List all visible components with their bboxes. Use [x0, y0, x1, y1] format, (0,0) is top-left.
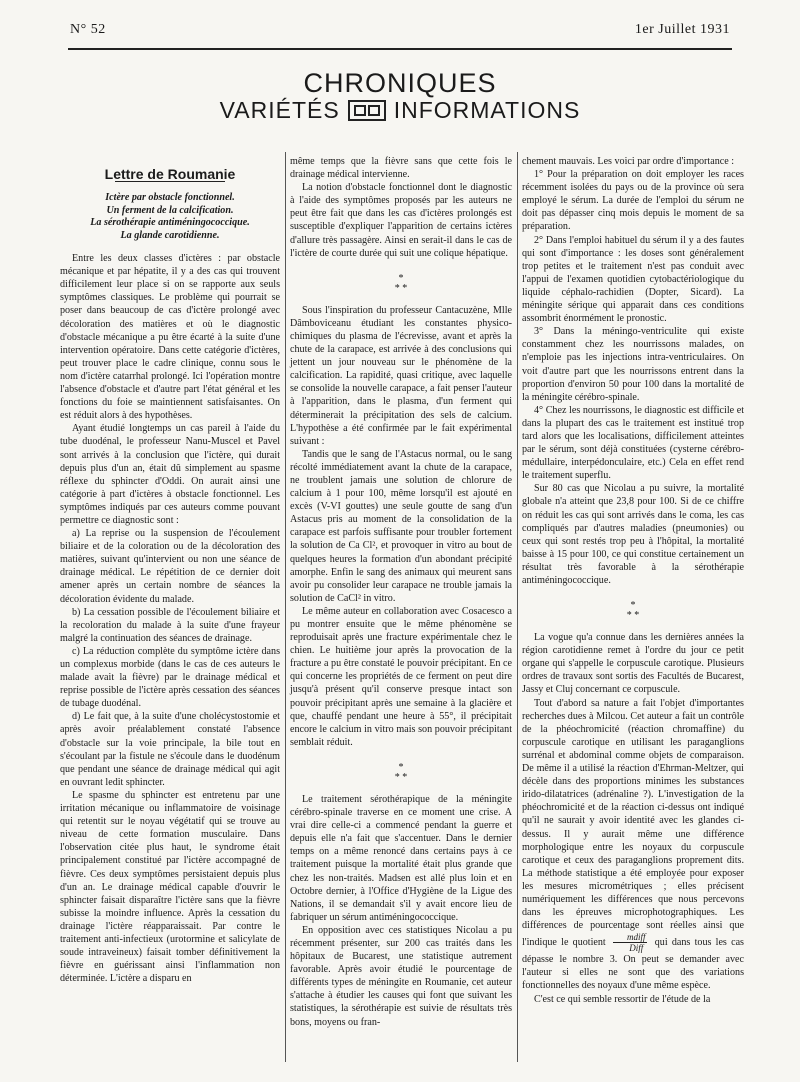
paragraph: La vogue qu'a connue dans les dernières années la région carotidienne remet à l'ordre du jour ce petit organe qui s'appelle le corpuscule carotique. Plusieurs ordres de travaux sont sortis des Facultés de Bucarest, Jassy et Cluj concernant ce corpuscule. — [522, 632, 744, 696]
paragraph: C'est ce qui semble ressortir de l'étude de la — [534, 993, 711, 1005]
paragraph-text: Tout d'abord sa nature a fait l'objet d'importantes recherches dues à Milcou. Cet auteur a fait un contrôle de la phéochromicité (réaction chromaffine) du corpuscule carotique en utilisant les paraganglions surrénal et abdominal comme objets de comparaison. De même il a utilisé la réaction d'Ehrman-Meltzer, qui décèle dans des proportions minimes les substances irido-dilatatrices (adrénaline ?). L'investigation de la phéochromicité et de la réaction ci-dessus ont indiqué qu'il ne saurait y avoir identité avec les glandes ci-dessus. Il y aurait même une différence morphologique entre les noyaux du corpuscule carotique et ceux des paraganglions proprement dits. La méthode statistique a été employée pour exposer les mesures micrométriques ; elles précisent numériquement les différences que nous percevons dans les épreuves microphotographiques. Les différences de pourcentage sont réelles ainsi que l'indique le quotient — [522, 697, 744, 949]
paragraph: Entre les deux classes d'ictères : par obstacle mécanique et par hépatite, il y a des cas qui trouvent difficilement leur place si on se rapporte aux seuls symptômes classiques. Le problème qui pourrait se poser dans beaucoup de cas d'ictère prolongé avec décoloration des matières et où le diagnostic d'obstacle mécanique a pu être écarté à la suite d'une intervention opératoire. Dans cette catégorie d'ictères, peut trouver place le cadre clinique, connu sous le nom d'ictère catarrhal prolongé. Ici l'opération montre l'absence d'obstacle et d'autre part l'état général et les fonctions du foie se maintiennent satisfaisantes. On est réduit alors à des hypothèses. — [60, 253, 280, 422]
paragraph: 1° Pour la préparation on doit employer les races récemment isolées du pays ou de la province où sera employé le sérum. La durée de l'emploi du sérum ne doit pas dépasser cinq mois depuis le moment de sa préparation. — [522, 169, 744, 233]
paragraph: Ayant étudié longtemps un cas pareil à l'aide du tube duodénal, le professeur Nanu-Muscel et Pavel sont arrivés à la conclusion que l'ictère, qui durait depuis plus d'un an, était dû simplement au spasme réflexe du sphincter d'Oddi. On aurait ainsi une catégorie à part d'ictères à obstacle fonctionnel. Les symptômes indiqués par ces auteurs comme pouvant permettre ce diagnostic sont : — [60, 423, 280, 526]
paragraph: c) La réduction complète du symptôme ictère dans un complexus morbide (dans le cas de ces auteurs le malade avait la fièvre) par le drainage médical et reprise possible de l'ictère après cessation des séances de tubage duodénal. — [60, 645, 280, 710]
paragraph: Tandis que le sang de l'Astacus normal, ou le sang récolté immédiatement avant la chute de la carapace, ne troublent jamais une solution de chlorure de calcium à 1 pour 100, même lorsqu'il est ajouté en excès (V-VI gouttes) une seule goutte de sang d'un Astacus pris au moment de la consolidation de la carapace est parfois suffisante pour troubler fortement la solution de Ca Cl², et provoquer in vitro au bout de quelques heures la formation d'un abondant précipité amorphe. Enfin le sang des animaux qui meurent sans avoir pu consolider leur carapace ne trouble jamais la solution de CaCl² in vitro. — [290, 448, 512, 604]
header-rule — [68, 48, 732, 50]
column-1 — [60, 168, 280, 985]
paragraph: 2° Dans l'emploi habituel du sérum il y a des fautes qui sont d'importance : les doses sont généralement trop petites et le traitement n'est pas conduit avec l'appui de l'examen quotidien cytobactériologique du liquide céphalo-rachidien (Dopter, Sicard). La méningite sérique qui apparait dans ces conditions assombrit énormément le pronostic. — [522, 234, 744, 325]
article-subjects — [60, 192, 280, 242]
issue-date: 1er Juillet 1931 — [634, 22, 730, 37]
paragraph: Le même auteur en collaboration avec Cosacesco a pu montrer ensuite que le même phénomène se reproduisait après une fracture expérimentale chez le chien. Le huitième jour après la provocation de la fracture a pu être constaté le pouvoir précipitant. En ce qui concerne les propriétés de ce ferment on peut dire jusqu'à présent qu'il conserve presque intact son pouvoir précipitant après une semaine à la glacière et que, chauffé pendant une heure à 55°, il précipitait encore le calcium in vitro mais son pouvoir précipitant semblait réduit. — [290, 605, 512, 748]
column-divider — [517, 152, 518, 1062]
subject-line: Ictère par obstacle fonctionnel. — [105, 192, 235, 204]
article-title: Lettre de Roumanie — [104, 166, 236, 182]
paragraph: 4° Chez les nourrissons, le diagnostic est difficile et dans la plupart des cas le traitement est institué trop tard alors que les localisations, difficilement atteintes par le sérum, sont déjà constituées (cysterne cérébro-médullaire, interpédonculaire, etc.) Cela en effet rend le traitement superflu. — [522, 404, 744, 482]
section-stars: * * * — [394, 272, 408, 294]
paragraph: Le spasme du sphincter est entretenu par une irritation mécanique ou inflammatoire de voisinage qui retentit sur le noyau végétatif qui se trouve au niveau de cette formation musculaire. Dans l'observation citée plus haut, le syndrome était principalement constitué par l'ictère accompagné de fièvre. Ces deux symptômes persistaient depuis plus d'un an. Le drainage médical capable d'ouvrir le sphincter faisait disparaître l'ictère sans que la fièvre subisse la moindre influence. Après la cessation du drainage l'ictère réapparaissait. Par contre le traitement anti-infectieux (urotormine et salicylate de soude intraveineux) faisait tomber définitivement la fièvre en guérissant ainsi l'inflammation non déterminée. L'ictère a disparu en — [60, 789, 280, 985]
paragraph: même temps que la fièvre sans que cette fois le drainage médical intervienne. — [290, 156, 512, 181]
paragraph: b) La cessation possible de l'écoulement biliaire et la recoloration du malade à la suite d'une frayeur malgré la continuation des séances de drainage. — [60, 606, 280, 644]
issue-number: N° 52 — [70, 22, 106, 37]
masthead-subtitle — [0, 97, 800, 124]
fraction-numerator: mdiff — [613, 932, 648, 943]
masthead-emblem-icon — [348, 100, 386, 121]
paragraph: d) Le fait que, à la suite d'une cholécystostomie et après avoir préalablement constaté l'absence d'obstacle sur la voie principale, la bile tout en s'écoulant par la fistule ne s'écoule dans le duodénum que pendant une séance de drainage médical qui agit en ouvrant ledit sphincter. — [60, 711, 280, 788]
section-stars: * * * — [394, 761, 408, 783]
subject-line: Un ferment de la calcification. — [106, 204, 234, 216]
column-divider — [285, 152, 286, 1062]
quotient-fraction — [613, 932, 648, 953]
masthead — [0, 68, 800, 124]
column-2 — [290, 155, 512, 1029]
paragraph — [522, 697, 744, 993]
masthead-title: CHRONIQUES — [303, 68, 497, 98]
masthead-varietes: VARIÉTÉS — [219, 97, 340, 123]
paragraph-text: qui dans tous les cas dépasse le nombre 3. On peut se demander avec l'auteur si elles ne sont que des variations fonctionnelles des noyaux d'une même espèce. — [522, 937, 744, 992]
paragraph: La notion d'obstacle fonctionnel dont le diagnostic à l'aide des symptômes proposés par les auteurs ne peut être fait que dans les cas d'ictères prolongés est susceptible d'expliquer l'apparition de certains ictères d'allure très passagère. Ainsi en serait-il dans le cas de l'ictère de courte durée qui suit une colique hépatique. — [290, 182, 512, 259]
subject-line: La glande carotidienne. — [120, 229, 220, 241]
paragraph: Le traitement sérothérapique de la méningite cérébro-spinale traverse en ce moment une crise. A vrai dire celle-ci a commencé pendant la guerre et depuis elle n'a fait que s'accentuer. Dans le dernier temps on a même renoncé dans certains pays à ce traitement puisque la mortalité était plus grande que chez les non-traités. Madsen est allé plus loin et en Octobre dernier, à l'Office d'Hygiène de la Ligue des Nations, il se demandait s'il y avait encore lieu de fabriquer un sérum antiméningococcique. — [290, 793, 512, 923]
paragraph: 3° Dans la méningo-ventriculite qui existe constamment chez les nourrissons malades, on n'emploie pas les injections intra-ventriculaires. On voit d'autre part que les nourrissons entrent dans la proportion d'environ 50 pour 100 dans la mortalité de la méningite cérébro-spinale. — [522, 326, 744, 403]
paragraph: Sous l'inspiration du professeur Cantacuzène, Mlle Dâmboviceanu étudiant les constantes physico-chimiques du plasma de l'écrevisse, avant et après la chute de la carapace, est arrivée à des conclusions qui jettent un jour nouveau sur le phénomène de la calcification. La rapidité, quasi critique, avec laquelle se consolide la nouvelle carapace, a fait penser l'auteur à l'apparition, dans le plasma, d'un ferment qui déterminerait la précipitation des sels de calcium. L'hypothèse a été confirmée par le fait expérimental suivant : — [290, 304, 512, 447]
masthead-informations: INFORMATIONS — [393, 97, 581, 123]
paragraph: a) La reprise ou la suspension de l'écoulement biliaire et de la coloration ou de la décoloration des matières, suivant qu'intervient ou non une séance de drainage médical. Le répétition de ce dernier doit amener après un certain nombre de séances la décoloration évidente du malade. — [60, 528, 280, 605]
subject-line: La sérothérapie antiméningococcique. — [90, 217, 250, 229]
paragraph: Sur 80 cas que Nicolau a pu suivre, la mortalité globale n'a atteint que 23,8 pour 100. Si de ce chiffre on réduit les cas qui sont arrivés dans le coma, les cas compliqués par d'autres maladies (pneumonies) ou ceux qui sont restés trop peu à l'hôpital, la mortalité baisse à 15 pour 100, ce qui constitue certainement un résultat très favorable à la sérothérapie antiméningococcique. — [522, 483, 744, 586]
paragraph: En opposition avec ces statistiques Nicolau a pu récemment présenter, sur 200 cas traités dans les hôpitaux de Bucarest, une statistique autrement favorable. Après avoir étudié le pourcentage de différents types de méningite en Roumanie, cet auteur s'attache à étudier les causes qui font que suivant les statistiques, la sérothérapie est suivie de résultats très bons, moyens ou fran- — [290, 924, 512, 1028]
section-stars: * * * — [626, 600, 640, 622]
column-3 — [522, 155, 744, 1006]
paragraph: chement mauvais. Les voici par ordre d'importance : — [522, 156, 735, 167]
fraction-denominator: Diff — [629, 943, 644, 954]
